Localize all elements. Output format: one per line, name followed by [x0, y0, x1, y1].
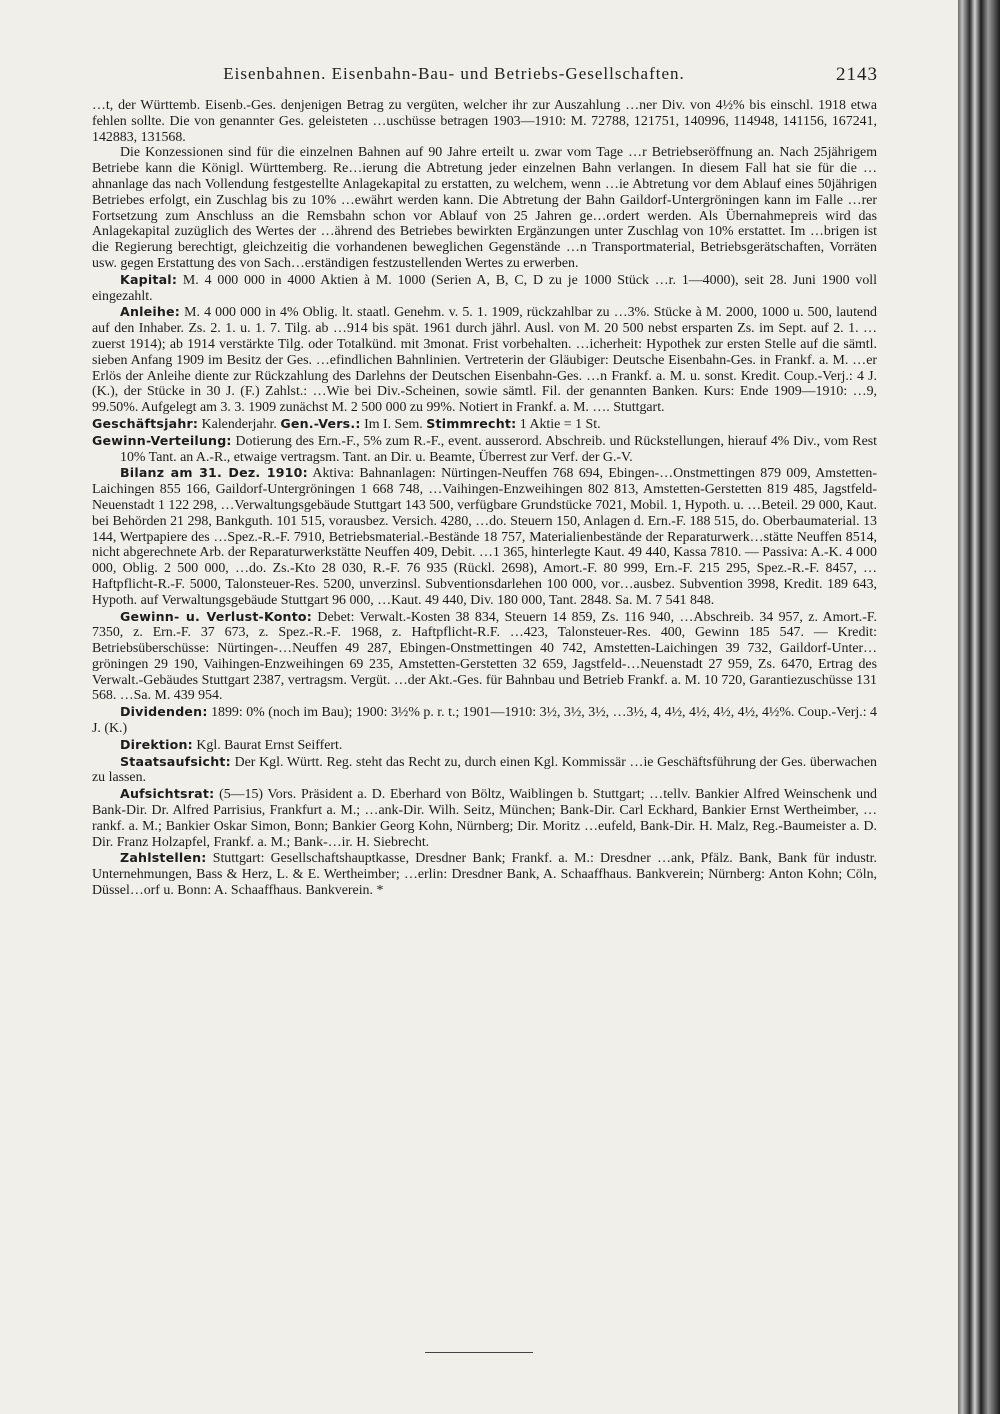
section-bilanz [92, 465, 877, 608]
staatsaufsicht-text: Der Kgl. Württ. Reg. steht das Recht zu, durch einen Kgl. Kommissär …ie Geschäftsführung der Ges. überwachen zu lassen. [92, 754, 877, 786]
geschaeftsjahr-text: Kalenderjahr. [201, 416, 277, 432]
staatsaufsicht-label: Staatsaufsicht: [120, 753, 231, 769]
running-header [110, 64, 878, 86]
direktion-text: Kgl. Baurat Ernst Seiffert. [196, 737, 343, 753]
section-dividenden [92, 704, 877, 737]
kapital-label: Kapital: [120, 271, 178, 287]
aufsichtsrat-label: Aufsichtsrat: [120, 786, 215, 802]
body-text [92, 98, 877, 899]
end-rule [425, 1352, 533, 1353]
guv-text: Debet: Verwalt.-Kosten 38 834, Steuern 14 859, Zs. 116 940, …Abschreib. 34 957, z. Amort.-F. 7350, z. Ern.-F. 37 673, z. Spez.-R.-F. 1968, z. Haftpflicht-R.F. …423, Talonsteuer-Res. 400, Gewinn 185 547. — Kredit: Betriebsüberschüsse: Nürtingen-…Neuffen 49 287, Ebingen-Onstmettingen 40 742, Amstetten-Laichingen 39 732, Gaildorf-Unter…gröningen 29 190, Vaihingen-Enzweihingen 69 235, Amstetten-Gerstetten 32 659, Jagstfeld-…Neuenstadt 27 959, Zs. 6470, Ertrag des Verwalt.-Gebäudes Stuttgart 2387, vertragsm. Vergüt. …der Akt.-Ges. für Bahnbau und Betrieb Frankf. a. M. 10 720, Garantiezuschüsse 131 568. …Sa. M. 439 954. [92, 609, 877, 704]
gewinnverteilung-text: Dotierung des Ern.-F., 5% zum R.-F., event. ausserord. Abschreib. und Rückstellungen, hierauf 4% Div., vom Rest 10% Tant. an A.-R., etwaige vertragsm. Tant. an Dir. u. Beamte, Überrest zur Verf. der G.-V. [120, 433, 877, 465]
book-binding-edge [958, 0, 1000, 1414]
genvers-label: Gen.-Vers.: [280, 415, 361, 431]
section-direktion [92, 737, 877, 754]
section-anleihe [92, 304, 877, 416]
dividenden-text: 1899: 0% (noch im Bau); 1900: 3½% p. r. t.; 1901—1910: 3½, 3½, 3½, …3½, 4, 4½, 4½, 4½, 4½, 4½%. Coup.-Verj.: 4 J. (K.) [92, 705, 877, 737]
gewinnverteilung-label: Gewinn-Verteilung: [92, 432, 232, 448]
section-aufsichtsrat [92, 786, 877, 850]
paragraph-garantie: …t, der Württemb. Eisenb.-Ges. denjenigen Betrag zu vergüten, welcher ihr zur Auszahlung …ner Div. von 4½% bis einschl. 1918 etwa fehlen sollte. Die von genannter Ges. geleisteten …uschüsse betragen 1903—1910: M. 72788, 121751, 140996, 114948, 141156, 167241, 142883, 131568. [92, 98, 877, 145]
bilanz-text: Aktiva: Bahnanlagen: Nürtingen-Neuffen 768 694, Ebingen-…Onstmettingen 879 009, Amstetten-Laichingen 855 166, Gaildorf-Untergröningen 1 668 748, …Vaihingen-Enzweihingen 802 813, Amstetten-Gerstetten 819 485, Jagstfeld-Neuenstadt 1 122 298, …Verwaltungsgebäude Stuttgart 143 500, verfügbare Grundstücke 7021, Mobil. 1, Hypoth. u. …Beteil. 29 000, Kaut. bei Behörden 21 298, Bankguth. 101 515, vorausbez. Versich. 4280, …do. Steuern 150, Anlagen d. Ern.-F. 188 515, do. Oberbaumaterial. 13 144, Wertpapiere des …Spez.-R.-F. 7910, Betriebsmaterial.-Bestände 18 757, Materialienbestände der Reparaturwerk…stätte Neuffen 8514, nicht abgerechnete Arb. der Reparaturwerkstätte Neuffen 409, Debit. …1 365, hinterlegte Kaut. 49 440, Kassa 7810. — Passiva: A.-K. 4 000 000, Oblig. 2 500 000, …do. Zs.-Kto 28 030, R.-F. 76 935 (Rückl. 2698), Amort.-F. 80 999, Ern.-F. 215 295, Spez.-R.-F. 8457, …Haftpflicht-R.-F. 5000, Talonsteuer-Res. 5200, unverzinsl. Subventionsdarlehen 100 000, vor…ausbez. Subvention 3998, Kredit. 189 643, Hypoth. auf Verwaltungsgebäude Stuttgart 96 000, …Kaut. 49 440, Div. 180 000, Tant. 2848. Sa. M. 7 541 848. [92, 466, 877, 608]
direktion-label: Direktion: [120, 736, 193, 752]
bilanz-label: Bilanz am 31. Dez. 1910: [120, 465, 308, 481]
section-guv [92, 609, 877, 705]
paragraph-konzessionen: Die Konzessionen sind für die einzelnen Bahnen auf 90 Jahre erteilt u. zwar vom Tage …r Betriebseröffnung an. Nach 25jährigem Betriebe kann die Königl. Württemberg. Re…ierung die Abtretung jeder einzelnen Bahn verlangen. In diesem Fall hat sie für die …ahnanlage das nach Vollendung festgestellte Anlagekapital zu erstatten, zu welchem, wenn …ie Abtretung vor dem Ablauf eines 50jährigen Betriebes erfolgt, ein Zuschlag bis zu 10% …ewährt werden kann. Die Abtretung der Bahn Gaildorf-Untergröningen kann im Falle …rer Fortsetzung zum Anschluss an die Remsbahn schon vor Ablauf von 25 Jahren ge…ordert werden. Als Übernahmepreis wird das Anlagekapital zuzüglich des Wertes der …ährend des Betriebes bewirkten Ergänzungen unter Zuschlag von 10% erstattet. Im …brigen ist die Regierung berechtigt, gleichzeitig die vorhandenen beweglichen Gegenstände …n Transportmaterial, Betriebsgerätschaften, Vorräten usw. gegen Erstattung des von Sach…erständigen festzustellenden Wertes zu erwerben. [92, 145, 877, 271]
page-number: 2143 [836, 64, 878, 85]
kapital-text: M. 4 000 000 in 4000 Aktien à M. 1000 (Serien A, B, C, D zu je 1000 Stück …r. 1—4000), seit 28. Juni 1900 voll eingezahlt. [92, 272, 877, 304]
anleihe-text: M. 4 000 000 in 4% Oblig. lt. staatl. Genehm. v. 5. 1. 1909, rückzahlbar zu …3%. Stücke à M. 2000, 1000 u. 500, lautend auf den Inhaber. Zs. 2. 1. u. 1. 7. Tilg. ab …914 bis spät. 1961 durch jährl. Ausl. von M. 20 500 nebst ersparten Zs. im Sept. auf 2. 1. …zuerst 1914); ab 1914 verstärkte Tilg. oder Totalkünd. mit 3monat. Frist vorbehalten. …icherheit: Hypothek zur ersten Stelle auf die sämtl. sieben Anfang 1909 im Besitz der Ges. …efindlichen Bahnlinien. Vertreterin der Gläubiger: Deutsche Eisenbahn-Ges. in Frankf. a. M. …er Erlös der Anleihe diente zur Rückzahlung des Darlehns der Deutschen Eisenbahn-Ges. …n Frankf. a. M. u. sonst. Kredit. Coup.-Verj.: 4 J. (K.), der Stücke in 30 J. (F.) Zahlst.: …Wie bei Div.-Scheinen, sowie sämtl. Fil. der genannten Banken. Kurs: Ende 1909—1910: …9, 99.50%. Aufgelegt am 3. 3. 1909 zunächst M. 2 500 000 zu 99%. Notiert in Frankf. a. M. …. Stuttgart. [92, 305, 877, 416]
stimmrecht-text: 1 Aktie = 1 St. [519, 416, 601, 432]
header-title: Eisenbahnen. Eisenbahn-Bau- und Betriebs-Gesellschaften. [223, 64, 685, 83]
aufsichtsrat-text: (5—15) Vors. Präsident a. D. Eberhard von Böltz, Waiblingen b. Stuttgart; …tellv. Bankier Alfred Weinschenk und Bank-Dir. Dr. Alfred Parrisius, Frankfurt a. M.; …ank-Dir. Wilh. Seitz, München; Bank-Dir. Carl Eckhard, Bankier Ernst Wertheimber, …rankf. a. M.; Bankier Oskar Simon, Bonn; Bankier Georg Kohn, Nürnberg; Dir. Moritz …eufeld, Bank-Dir. H. Malz, Reg.-Baumeister a. D. Dir. Franz Holzapfel, Frankf. a. M.; Bank-…ir. H. Siebrecht. [92, 787, 877, 850]
stimmrecht-label: Stimmrecht: [426, 415, 517, 431]
section-geschaeftsjahr [92, 416, 877, 433]
dividenden-label: Dividenden: [120, 704, 208, 720]
section-zahlstellen [92, 850, 877, 898]
section-kapital [92, 272, 877, 305]
section-gewinnverteilung [92, 433, 877, 466]
guv-label: Gewinn- u. Verlust-Konto: [120, 608, 313, 624]
zahlstellen-label: Zahlstellen: [120, 850, 207, 866]
anleihe-label: Anleihe: [120, 304, 181, 320]
section-staatsaufsicht [92, 754, 877, 787]
genvers-text: Im I. Sem. [364, 416, 423, 432]
zahlstellen-text: Stuttgart: Gesellschaftshauptkasse, Dresdner Bank; Frankf. a. M.: Dresdner …ank, Pfälz. Bank, Bank für industr. Unternehmungen, Bass & Herz, L. & E. Wertheimber; …erlin: Dresdner Bank, A. Schaaffhaus. Bankverein; Nürnberg: Anton Kohn; Cöln, Düssel…orf u. Bonn: A. Schaaffhaus. Bankverein. * [92, 851, 877, 899]
geschaeftsjahr-label: Geschäftsjahr: [92, 415, 199, 431]
